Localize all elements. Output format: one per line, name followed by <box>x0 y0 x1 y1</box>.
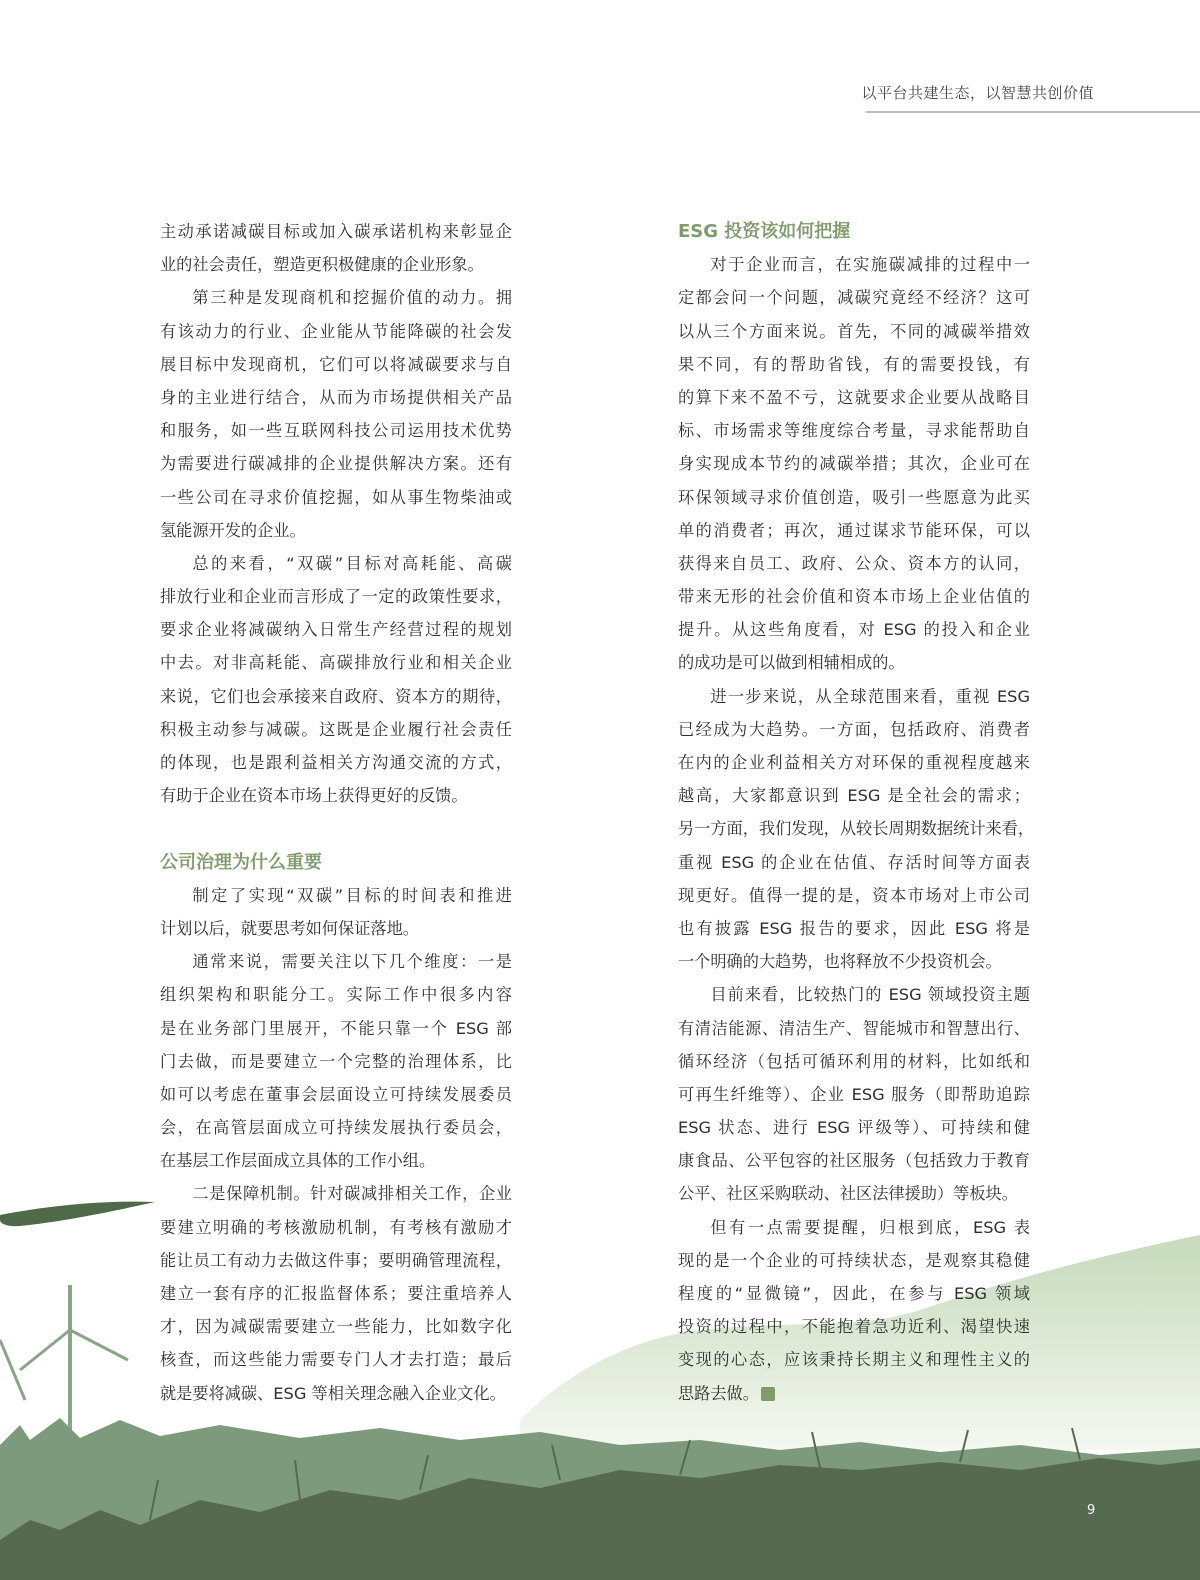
text-line-content: 果不同，有的帮助省钱，有的需要投钱，有 <box>678 354 1030 374</box>
text-line-content: 来说，它们也会承接来自政府、资本方的期待， <box>160 686 512 706</box>
text-line <box>160 447 512 480</box>
text-line-content: 重视 ESG 的企业在估值、存活时间等方面表 <box>678 852 1030 872</box>
text-line-content: 有清洁能源、清洁生产、智能城市和智慧出行、 <box>678 1018 1030 1038</box>
text-line <box>160 481 512 514</box>
text-line-content: 中去。对非高耗能、高碳排放行业和相关企业 <box>160 653 512 673</box>
text-line-content: 建立一套有序的汇报监督体系；要注重培养人 <box>160 1284 512 1303</box>
text-line <box>678 1144 1030 1177</box>
text-line-content: 已经成为大趋势。一方面，包括政府、消费者 <box>678 719 1030 739</box>
text-line-content: 是在业务部门里展开，不能只靠一个 ESG 部 <box>160 1018 512 1038</box>
text-line <box>160 1177 512 1210</box>
text-line-content: 变现的心态，应该秉持长期主义和理性主义的 <box>678 1350 1030 1370</box>
text-line <box>678 547 1030 580</box>
text-line-content: 进一步来说，从全球范围来看，重视 ESG <box>710 686 1030 706</box>
text-line-content: 要建立明确的考核激励机制，有考核有激励才 <box>160 1217 512 1237</box>
text-line-content: 对于企业而言，在实施碳减排的过程中一 <box>710 255 1030 275</box>
text-line-content: 制定了实现“双碳”目标的时间表和推进 <box>192 885 512 905</box>
text-line <box>678 315 1030 348</box>
text-line <box>160 248 512 281</box>
text-line-content: 积极主动参与减碳。这既是企业履行社会责任 <box>160 719 512 739</box>
text-line <box>160 414 512 447</box>
right-column <box>678 215 1035 1410</box>
text-line-content: 如可以考虑在董事会层面设立可持续发展委员 <box>160 1084 512 1104</box>
text-line-content: 思路去做。 <box>678 1383 759 1403</box>
text-line-content: 的成功是可以做到相辅相成的。 <box>678 653 905 673</box>
text-line-content: 获得来自员工、政府、公众、资本方的认同， <box>678 553 1030 573</box>
text-line <box>160 912 512 945</box>
text-line-content: 一些公司在寻求价值挖掘，如从事生物柴油或 <box>160 487 512 507</box>
header-tagline: 以平台共建生态，以智慧共创价值 <box>861 84 1094 102</box>
text-line <box>160 613 512 646</box>
text-line-content: 主动承诺减碳目标或加入碳承诺机构来彰显企 <box>160 222 512 241</box>
text-line-content: 业的社会责任，塑造更积极健康的企业形象。 <box>160 255 484 275</box>
text-line <box>678 348 1030 381</box>
text-line <box>160 945 512 978</box>
text-line <box>678 879 1030 912</box>
text-line <box>678 779 1030 812</box>
text-line-content: 目前来看，比较热门的 ESG 领域投资主题 <box>710 985 1030 1005</box>
text-line-content: 的算下来不盈不亏，这就要求企业要从战略目 <box>678 387 1030 407</box>
text-line <box>160 1012 512 1045</box>
text-line-content: 能让员工有动力去做这件事；要明确管理流程， <box>160 1250 512 1270</box>
text-line <box>678 281 1030 314</box>
article-end-mark-icon <box>761 1387 775 1401</box>
text-line-content: 才，因为减碳需要建立一些能力，比如数字化 <box>160 1317 512 1337</box>
text-line <box>678 978 1030 1011</box>
text-line <box>678 680 1030 713</box>
text-line <box>160 348 512 381</box>
text-line-content: 单的消费者；再次，通过谋求节能环保，可以 <box>678 520 1030 540</box>
text-line <box>678 613 1030 646</box>
text-line <box>678 1177 1030 1210</box>
text-line-content: 程度的“显微镜”，因此，在参与 ESG 领域 <box>678 1284 1030 1303</box>
text-line <box>678 1277 1030 1310</box>
text-line-content: 带来无形的社会价值和资本市场上企业估值的 <box>678 587 1030 607</box>
text-line <box>160 1045 512 1078</box>
text-line <box>160 215 512 248</box>
text-line-content: 要求企业将减碳纳入日常生产经营过程的规划 <box>160 620 512 640</box>
text-line <box>678 1211 1030 1244</box>
text-line <box>160 514 512 547</box>
paragraph-gap <box>160 812 512 845</box>
text-line <box>678 514 1030 547</box>
text-line <box>678 1111 1030 1144</box>
text-line-content: 在基层工作层面成立具体的工作小组。 <box>160 1151 436 1171</box>
text-line-content: 标、市场需求等维度综合考量，寻求能帮助自 <box>678 421 1030 441</box>
text-line <box>160 381 512 414</box>
text-line-content: 的体现，也是跟利益相关方沟通交流的方式， <box>160 753 512 772</box>
text-line-content: 一个明确的大趋势，也将释放不少投资机会。 <box>678 952 1002 972</box>
text-line <box>678 713 1030 746</box>
text-line <box>160 779 512 812</box>
left-column <box>160 215 512 1410</box>
text-line-content: 门去做，而是要建立一个完整的治理体系，比 <box>160 1051 512 1071</box>
text-line <box>160 680 512 713</box>
text-line <box>678 1012 1030 1045</box>
text-line-content: 越高，大家都意识到 ESG 是全社会的需求； <box>678 786 1030 806</box>
text-line <box>678 414 1030 447</box>
text-line-content: 有该动力的行业、企业能从节能降碳的社会发 <box>160 321 512 341</box>
section-heading: 公司治理为什么重要 <box>160 851 322 873</box>
text-line-content: 以从三个方面来说。首先，不同的减碳举措效 <box>678 321 1030 341</box>
text-line-content: 现更好。值得一提的是，资本市场对上市公司 <box>678 885 1030 905</box>
text-line-content: 可再生纤维等）、企业 ESG 服务（即帮助追踪 <box>678 1084 1030 1104</box>
text-line-content: 康食品、公平包容的社区服务（包括致力于教育 <box>678 1151 1030 1171</box>
text-line-content: 和服务，如一些互联网科技公司运用技术优势 <box>160 421 512 441</box>
text-line-content: 投资的过程中，不能抱着急功近利、渴望快速 <box>678 1317 1030 1337</box>
text-line-content: 但有一点需要提醒，归根到底，ESG 表 <box>710 1217 1030 1237</box>
text-line-content: 通常来说，需要关注以下几个维度：一是 <box>192 952 512 972</box>
text-line <box>678 1310 1030 1343</box>
text-line-content: 有助于企业在资本市场上获得更好的反馈。 <box>160 786 468 806</box>
text-line <box>160 879 512 912</box>
text-line <box>160 1277 512 1310</box>
text-line-content: 在内的企业利益相关方对环保的重视程度越来 <box>678 753 1030 772</box>
text-line-content: 公平、社区采购联动、社区法律援助）等板块。 <box>678 1184 1018 1204</box>
section-heading: ESG 投资该如何把握 <box>678 221 851 242</box>
text-line-content: 现的是一个企业的可持续状态，是观察其稳健 <box>678 1250 1030 1270</box>
text-line <box>160 281 512 314</box>
text-line <box>678 1045 1030 1078</box>
text-line-content: 组织架构和职能分工。实际工作中很多内容 <box>160 985 512 1005</box>
text-line-content: 二是保障机制。针对碳减排相关工作，企业 <box>192 1184 512 1204</box>
text-line-content: 另一方面，我们发现，从较长周期数据统计来看， <box>678 819 1035 839</box>
text-line <box>160 1211 512 1244</box>
text-line-content: 计划以后，就要思考如何保证落地。 <box>160 918 419 938</box>
text-line <box>160 978 512 1011</box>
text-line-content: 会，在高管层面成立可持续发展执行委员会， <box>160 1118 512 1138</box>
text-line <box>160 746 512 779</box>
text-line <box>160 547 512 580</box>
text-line-content: 环保领域寻求价值创造，吸引一些愿意为此买 <box>678 487 1030 507</box>
text-line <box>678 846 1030 879</box>
text-line <box>160 580 512 613</box>
text-line-content: 为需要进行碳减排的企业提供解决方案。还有 <box>160 454 512 474</box>
text-line <box>678 646 1030 679</box>
text-line-content: 循环经济（包括可循环利用的材料，比如纸和 <box>678 1051 1030 1071</box>
text-line-content: 身实现成本节约的减碳举措；其次，企业可在 <box>678 454 1030 474</box>
text-line <box>160 646 512 679</box>
text-line-content: 提升。从这些角度看，对 ESG 的投入和企业 <box>678 620 1030 640</box>
text-line <box>678 746 1030 779</box>
text-line <box>678 812 1035 845</box>
text-line <box>678 248 1030 281</box>
text-line <box>160 1144 512 1177</box>
wind-turbine-blade <box>0 1202 155 1227</box>
text-line <box>678 1078 1030 1111</box>
text-line <box>160 713 512 746</box>
text-line <box>678 447 1030 480</box>
text-line-content: ESG 状态、进行 ESG 评级等）、可持续和健 <box>678 1118 1030 1138</box>
text-line-content: 定都会问一个问题，减碳究竟经不经济？这可 <box>678 288 1030 308</box>
text-line <box>160 1310 512 1343</box>
text-line-content: 也有披露 ESG 报告的要求，因此 ESG 将是 <box>678 918 1030 938</box>
page-number: 9 <box>1087 1503 1096 1518</box>
text-line <box>678 580 1030 613</box>
text-line <box>160 315 512 348</box>
text-line <box>160 1343 512 1376</box>
text-line <box>678 381 1030 414</box>
text-line-content: 核查，而这些能力需要专门人才去打造；最后 <box>160 1350 512 1370</box>
text-line-content: 身的主业进行结合，从而为市场提供相关产品 <box>160 387 512 407</box>
text-line <box>678 1343 1030 1376</box>
text-line-content: 第三种是发现商机和挖掘价值的动力。拥 <box>192 288 512 308</box>
text-line-content: 总的来看，“双碳”目标对高耗能、高碳 <box>192 553 512 573</box>
text-line-content: 排放行业和企业而言形成了一定的政策性要求， <box>160 587 512 607</box>
wind-turbine-icon <box>0 1285 128 1440</box>
text-line <box>678 1244 1030 1277</box>
text-line <box>678 481 1030 514</box>
text-line <box>678 1377 1030 1410</box>
text-line-content: 氢能源开发的企业。 <box>160 520 306 540</box>
text-line <box>678 945 1030 978</box>
text-line <box>678 912 1030 945</box>
text-line <box>160 1244 512 1277</box>
text-line-content: 就是要将减碳、ESG 等相关理念融入企业文化。 <box>160 1383 506 1403</box>
header-divider <box>866 111 1200 113</box>
text-line-content: 展目标中发现商机，它们可以将减碳要求与自 <box>160 354 512 374</box>
text-line <box>160 1111 512 1144</box>
text-line <box>160 1078 512 1111</box>
text-line <box>160 1377 512 1410</box>
